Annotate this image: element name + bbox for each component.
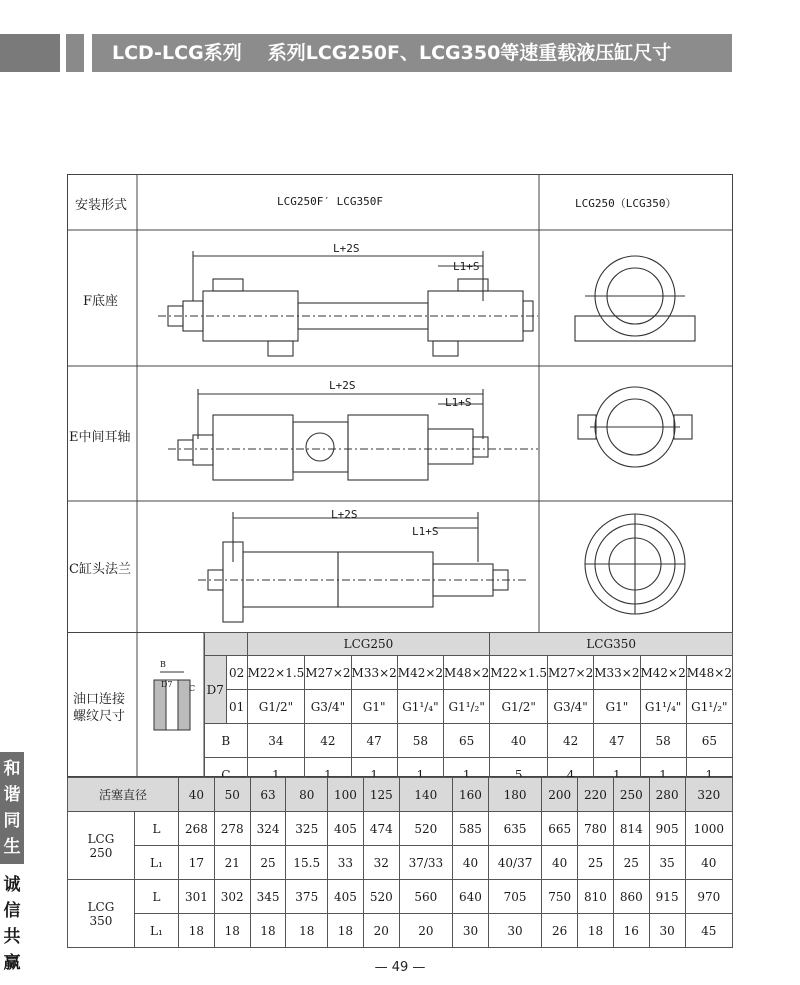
port-d7-label: D7: [205, 656, 227, 724]
lcg350-l1-cell: 18: [286, 914, 328, 948]
port-b-cell: 42: [305, 724, 351, 758]
port-01-cell: G1¹/₄": [640, 690, 686, 724]
c-mount-front-drawing: [138, 502, 538, 632]
port-01-cell: G1": [351, 690, 397, 724]
header-bar: [0, 34, 800, 72]
page-title: [112, 34, 671, 72]
lcg250-l-cell: 405: [328, 812, 364, 846]
port-c-cell: 1: [640, 758, 686, 792]
bore-value: 100: [328, 778, 364, 812]
port-01-cell: G1/2": [490, 690, 548, 724]
port-c-cell: 1: [305, 758, 351, 792]
lcg250-l1-cell: 25: [250, 846, 286, 880]
port-b-label: B: [205, 724, 248, 758]
lcg350-l1-cell: 18: [214, 914, 250, 948]
lcg250-l1-cell: 17: [179, 846, 215, 880]
port-02-cell: M27×2: [305, 656, 351, 690]
port-c-cell: 1: [247, 758, 305, 792]
bore-value: 50: [214, 778, 250, 812]
spec-sheet: [67, 174, 733, 942]
port-detail-drawing: [140, 660, 202, 750]
lcg350-l-cell: 810: [578, 880, 614, 914]
e-dim-l1s: L1+S: [445, 396, 472, 409]
port-c-cell: 1: [594, 758, 640, 792]
lcg350-l1-cell: 18: [578, 914, 614, 948]
lcg250-l1-cell: 40/37: [488, 846, 541, 880]
page-number: — 49 —: [374, 960, 426, 975]
port-02-cell: M48×2: [686, 656, 732, 690]
series-title: LCD-LCG系列: [112, 42, 242, 64]
lcg250-l-cell: 324: [250, 812, 286, 846]
lcg250-l-cell: 665: [542, 812, 578, 846]
port-b-cell: 47: [351, 724, 397, 758]
lcg250-l-cell: 474: [363, 812, 399, 846]
port-code-01: 01: [226, 690, 247, 724]
lcg250-l-cell: 520: [399, 812, 452, 846]
lcg250-l1-cell: 37/33: [399, 846, 452, 880]
lcg350-l1-cell: 20: [363, 914, 399, 948]
port-02-cell: M33×2: [594, 656, 640, 690]
port-c-cell: 1: [686, 758, 732, 792]
port-label-2: 螺纹尺寸: [73, 709, 126, 724]
bore-value: 320: [685, 778, 732, 812]
port-01-cell: G1¹/₄": [397, 690, 443, 724]
lcg250-l1-cell: 15.5: [286, 846, 328, 880]
port-c-cell: 1: [351, 758, 397, 792]
lcg350-l1-cell: 18: [179, 914, 215, 948]
lcg250-l-cell: 278: [214, 812, 250, 846]
bore-value: 250: [613, 778, 649, 812]
front-view-header: LCG250F′ LCG350F: [277, 195, 383, 208]
side-slogan-top: 和 谐 同 生: [3, 759, 21, 857]
bore-value: 280: [649, 778, 685, 812]
side-slogan-bottom: 诚 信 共 赢: [3, 875, 21, 973]
port-b-cell: 58: [640, 724, 686, 758]
lcg350-l-cell: 520: [363, 880, 399, 914]
port-02-cell: M22×1.5: [490, 656, 548, 690]
lcg350-l-cell: 345: [250, 880, 286, 914]
bore-value: 140: [399, 778, 452, 812]
lcg250-l1-cell: 40: [685, 846, 732, 880]
port-01-cell: G3/4": [548, 690, 594, 724]
port-group-350: LCG350: [490, 633, 733, 656]
bore-value: 220: [578, 778, 614, 812]
lcg250-l1-cell: 33: [328, 846, 364, 880]
lcg250-l-cell: 1000: [685, 812, 732, 846]
port-02-cell: M22×1.5: [247, 656, 305, 690]
bore-value: 40: [179, 778, 215, 812]
lcg350-l-cell: 750: [542, 880, 578, 914]
lcg350-l1-cell: 26: [542, 914, 578, 948]
port-01-cell: G3/4": [305, 690, 351, 724]
port-b-cell: 65: [444, 724, 490, 758]
lcg250-l-label: L: [134, 812, 178, 846]
lcg250-l1-cell: 40: [453, 846, 489, 880]
port-c-cell: 5: [490, 758, 548, 792]
lcg250-l-cell: 635: [488, 812, 541, 846]
port-01-cell: G1/2": [247, 690, 305, 724]
lcg350-l-cell: 860: [613, 880, 649, 914]
lcg350-l-cell: 375: [286, 880, 328, 914]
f-dim-l2s: L+2S: [333, 242, 360, 255]
lcg350-l-cell: 560: [399, 880, 452, 914]
detail-c-label: C: [189, 684, 196, 693]
port-code-02: 02: [226, 656, 247, 690]
lcg350-l1-cell: 30: [488, 914, 541, 948]
lcg250-l1-cell: 40: [542, 846, 578, 880]
c-dim-l1s: L1+S: [412, 525, 439, 538]
lcg350-l-cell: 301: [179, 880, 215, 914]
port-thread-table: [204, 632, 733, 792]
detail-b-label: B: [160, 660, 166, 669]
port-group-250: LCG250: [247, 633, 490, 656]
lcg350-l1-cell: 16: [613, 914, 649, 948]
lcg350-l-cell: 302: [214, 880, 250, 914]
document-title: 系列LCG250F、LCG350等速重载液压缸尺寸: [267, 42, 672, 64]
lcg350-l-cell: 705: [488, 880, 541, 914]
lcg350-l1-cell: 18: [250, 914, 286, 948]
detail-d7-label: D7: [161, 680, 173, 689]
port-02-cell: M33×2: [351, 656, 397, 690]
lcg250-l-cell: 905: [649, 812, 685, 846]
f-dim-l1s: L1+S: [453, 260, 480, 273]
e-dim-l2s: L+2S: [329, 379, 356, 392]
lcg350-l1-cell: 30: [649, 914, 685, 948]
port-b-cell: 65: [686, 724, 732, 758]
lcg350-l-cell: 405: [328, 880, 364, 914]
port-c-cell: 1: [444, 758, 490, 792]
bore-value: 63: [250, 778, 286, 812]
lcg350-l-cell: 640: [453, 880, 489, 914]
port-02-cell: M42×2: [640, 656, 686, 690]
lcg250-l1-cell: 21: [214, 846, 250, 880]
lcg250-l1-cell: 35: [649, 846, 685, 880]
bore-label: 活塞直径: [68, 778, 179, 812]
lcg350-l1-cell: 18: [328, 914, 364, 948]
lcg250-l-cell: 268: [179, 812, 215, 846]
port-b-cell: 40: [490, 724, 548, 758]
port-02-cell: M27×2: [548, 656, 594, 690]
bore-value: 160: [453, 778, 489, 812]
c-mount-side-drawing: [540, 502, 733, 632]
port-c-cell: 1: [397, 758, 443, 792]
port-b-cell: 34: [247, 724, 305, 758]
lcg250-l1-cell: 25: [578, 846, 614, 880]
bore-value: 80: [286, 778, 328, 812]
lcg250-l-cell: 780: [578, 812, 614, 846]
mount-e-label: E中间耳轴: [69, 430, 131, 445]
lcg250-l1-label: L₁: [134, 846, 178, 880]
lcg350-l1-label: L₁: [134, 914, 178, 948]
mount-c-label: C缸头法兰: [69, 562, 131, 577]
lcg250-label: LCG 250: [68, 812, 135, 880]
port-b-cell: 42: [548, 724, 594, 758]
port-b-cell: 58: [397, 724, 443, 758]
bore-dimension-table: [67, 777, 733, 948]
port-01-cell: G1¹/₂": [686, 690, 732, 724]
lcg350-l-label: L: [134, 880, 178, 914]
lcg350-l-cell: 915: [649, 880, 685, 914]
port-02-cell: M48×2: [444, 656, 490, 690]
c-dim-l2s: L+2S: [331, 508, 358, 521]
bore-value: 200: [542, 778, 578, 812]
port-02-cell: M42×2: [397, 656, 443, 690]
port-label-1: 油口连接: [73, 692, 126, 707]
port-b-cell: 47: [594, 724, 640, 758]
lcg250-l1-cell: 25: [613, 846, 649, 880]
bore-value: 180: [488, 778, 541, 812]
f-mount-side-drawing: [540, 231, 733, 365]
lcg350-l1-cell: 20: [399, 914, 452, 948]
e-mount-side-drawing: [540, 367, 733, 501]
port-01-cell: G1": [594, 690, 640, 724]
mount-f-label: F底座: [83, 294, 119, 309]
lcg350-l1-cell: 30: [453, 914, 489, 948]
lcg250-l-cell: 325: [286, 812, 328, 846]
lcg250-l-cell: 814: [613, 812, 649, 846]
side-view-header: LCG250（LCG350）: [575, 197, 677, 210]
install-header: 安装形式: [75, 198, 128, 213]
header-accent-band: [66, 34, 84, 72]
lcg350-label: LCG 350: [68, 880, 135, 948]
port-c-cell: 4: [548, 758, 594, 792]
bore-value: 125: [363, 778, 399, 812]
header-accent-block: [0, 34, 60, 72]
lcg250-l-cell: 585: [453, 812, 489, 846]
port-corner: [205, 633, 248, 656]
lcg250-l1-cell: 32: [363, 846, 399, 880]
lcg350-l1-cell: 45: [685, 914, 732, 948]
port-01-cell: G1¹/₂": [444, 690, 490, 724]
port-c-label: C: [205, 758, 248, 792]
lcg350-l-cell: 970: [685, 880, 732, 914]
